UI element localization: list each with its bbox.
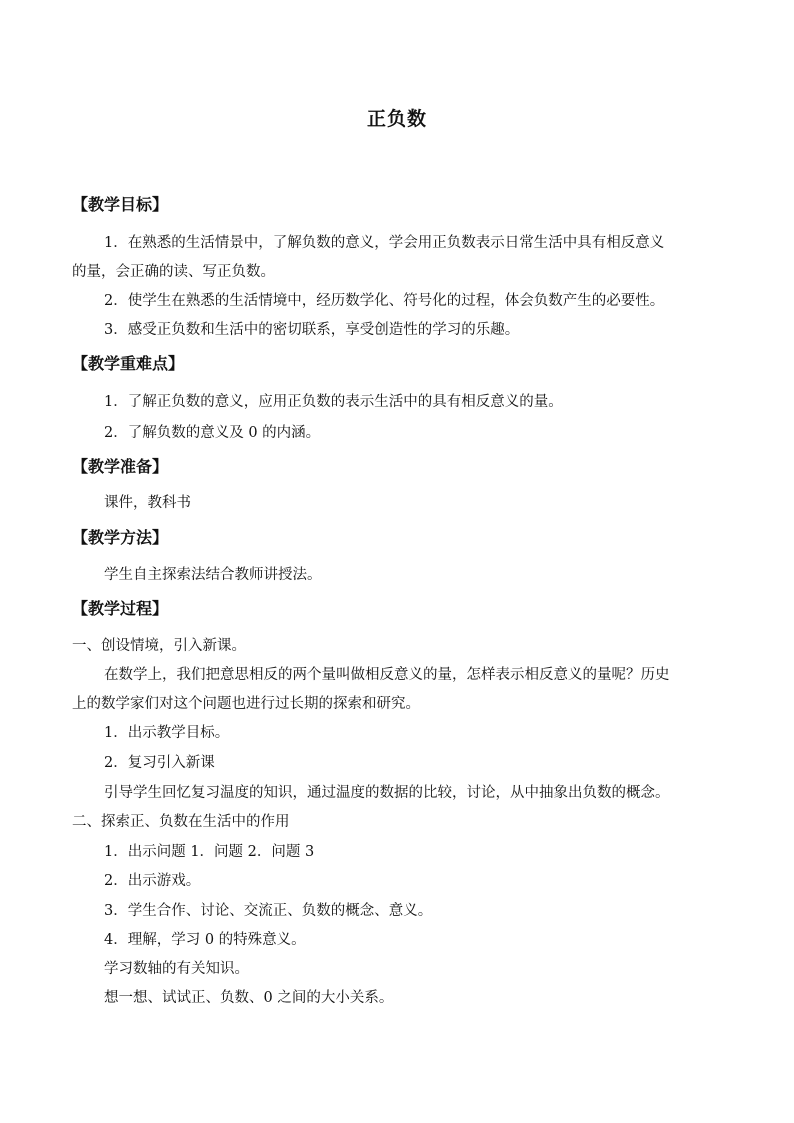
process-part-1-para-line-2: 上的数学家们对这个问题也进行过长期的探索和研究。 <box>72 696 420 712</box>
process-part-1-para-2: 引导学生回忆复习温度的知识，通过温度的数据的比较，讨论，从中抽象出负数的概念。 <box>104 785 670 801</box>
page-title: 正负数 <box>366 108 427 130</box>
section-heading-process: 【教学过程】 <box>72 599 169 618</box>
preparation-text: 课件，教科书 <box>104 495 191 511</box>
process-part-1-item-2: 2．复习引入新课 <box>104 755 215 771</box>
section-heading-goals: 【教学目标】 <box>72 195 169 214</box>
process-part-2-item-3: 3．学生合作、讨论、交流正、负数的概念、意义。 <box>104 903 433 919</box>
section-heading-method: 【教学方法】 <box>72 528 169 547</box>
process-part-1-para-line-1: 在数学上，我们把意思相反的两个量叫做相反意义的量，怎样表示相反意义的量呢？历史 <box>104 667 670 683</box>
key-points-item-2: 2．了解负数的意义及 0 的内涵。 <box>104 425 321 441</box>
process-part-2-title: 二、探索正、负数在生活中的作用 <box>72 814 290 830</box>
method-text: 学生自主探索法结合教师讲授法。 <box>104 567 322 583</box>
process-part-2-item-2: 2．出示游戏。 <box>104 873 201 889</box>
section-heading-key-points: 【教学重难点】 <box>72 354 185 373</box>
goals-item-1-line-1: 1．在熟悉的生活情景中，了解负数的意义，学会用正负数表示日常生活中具有相反意义 <box>104 235 665 251</box>
section-heading-preparation: 【教学准备】 <box>72 457 169 476</box>
process-part-1-item-1: 1．出示教学目标。 <box>104 725 230 741</box>
process-part-2-para-2: 想一想、试试正、负数、0 之间的大小关系。 <box>104 990 394 1006</box>
goals-item-3: 3．感受正负数和生活中的密切联系，享受创造性的学习的乐趣。 <box>104 322 520 338</box>
process-part-2-item-1: 1．出示问题 1．问题 2．问题 3 <box>104 844 315 860</box>
process-part-2-item-4: 4．理解，学习 0 的特殊意义。 <box>104 932 306 948</box>
process-part-2-para-1: 学习数轴的有关知识。 <box>104 961 249 977</box>
goals-item-2: 2．使学生在熟悉的生活情境中，经历数学化、符号化的过程，体会负数产生的必要性。 <box>104 293 665 309</box>
goals-item-1-line-2: 的量，会正确的读、写正负数。 <box>72 264 275 280</box>
key-points-item-1: 1．了解正负数的意义，应用正负数的表示生活中的具有相反意义的量。 <box>104 394 563 410</box>
process-part-1-title: 一、创设情境，引入新课。 <box>72 638 246 654</box>
